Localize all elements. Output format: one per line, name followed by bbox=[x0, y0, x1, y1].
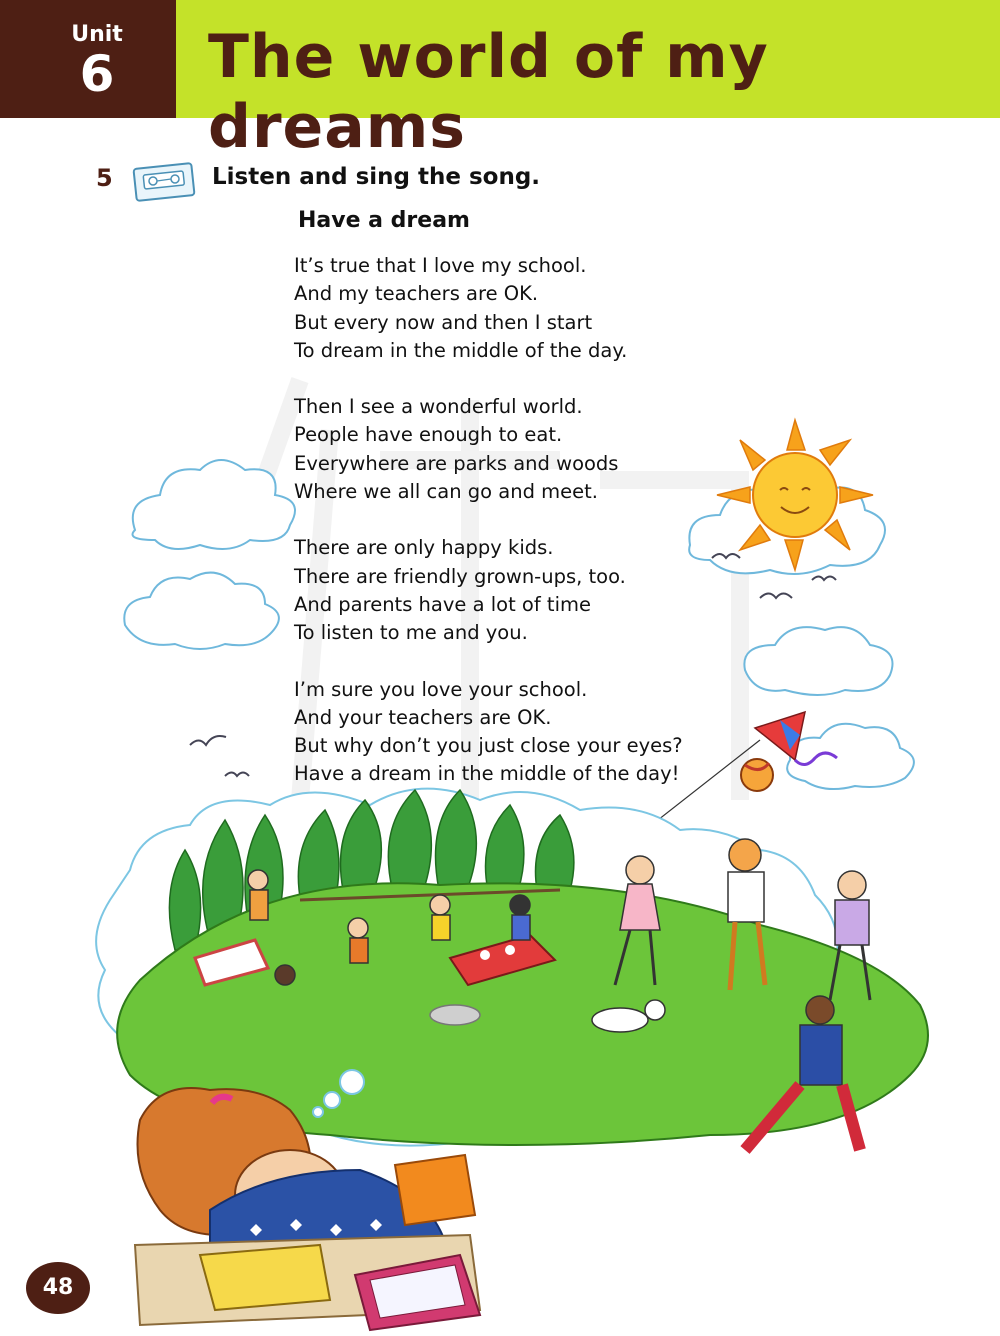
lyric-line: I’m sure you love your school. bbox=[294, 677, 588, 701]
cloud-left-mid bbox=[124, 573, 279, 649]
books bbox=[135, 1235, 480, 1330]
lyric-line: There are friendly grown-ups, too. bbox=[294, 564, 626, 588]
lyric-line: But every now and then I start bbox=[294, 310, 593, 334]
stanza-1 bbox=[294, 252, 814, 365]
lyric-line: It’s true that I love my school. bbox=[294, 254, 587, 277]
lyric-line: Everywhere are parks and woods bbox=[294, 451, 619, 475]
song-title: Have a dream bbox=[298, 208, 470, 233]
lyric-line: There are only happy kids. bbox=[294, 536, 554, 560]
lyric-line: And your teachers are OK. bbox=[294, 705, 552, 729]
lyric-line: Then I see a wonderful world. bbox=[294, 395, 583, 419]
lyric-line: Have a dream in the middle of the day! bbox=[294, 762, 680, 786]
lyric-line: And my teachers are OK. bbox=[294, 282, 539, 306]
exercise-instruction: Listen and sing the song. bbox=[212, 164, 541, 190]
song-lyrics bbox=[294, 252, 814, 817]
lyric-line: To listen to me and you. bbox=[294, 621, 528, 645]
page-number: 48 bbox=[26, 1262, 90, 1314]
unit-number: 6 bbox=[79, 45, 115, 103]
stanza-4 bbox=[294, 676, 814, 789]
lyric-line: Where we all can go and meet. bbox=[294, 480, 599, 504]
lyric-line: But why don’t you just close your eyes? bbox=[294, 734, 683, 758]
page-title: The world of my dreams bbox=[208, 22, 769, 162]
stone bbox=[430, 1005, 480, 1025]
lyric-line: And parents have a lot of time bbox=[294, 592, 591, 616]
exercise-number: 5 bbox=[96, 164, 113, 192]
stanza-2 bbox=[294, 393, 814, 506]
cloud-left-top bbox=[133, 460, 296, 549]
stanza-3 bbox=[294, 534, 814, 647]
unit-label: Unit bbox=[71, 22, 123, 47]
lyric-line: People have enough to eat. bbox=[294, 423, 563, 447]
lyric-line: To dream in the middle of the day. bbox=[294, 338, 628, 362]
